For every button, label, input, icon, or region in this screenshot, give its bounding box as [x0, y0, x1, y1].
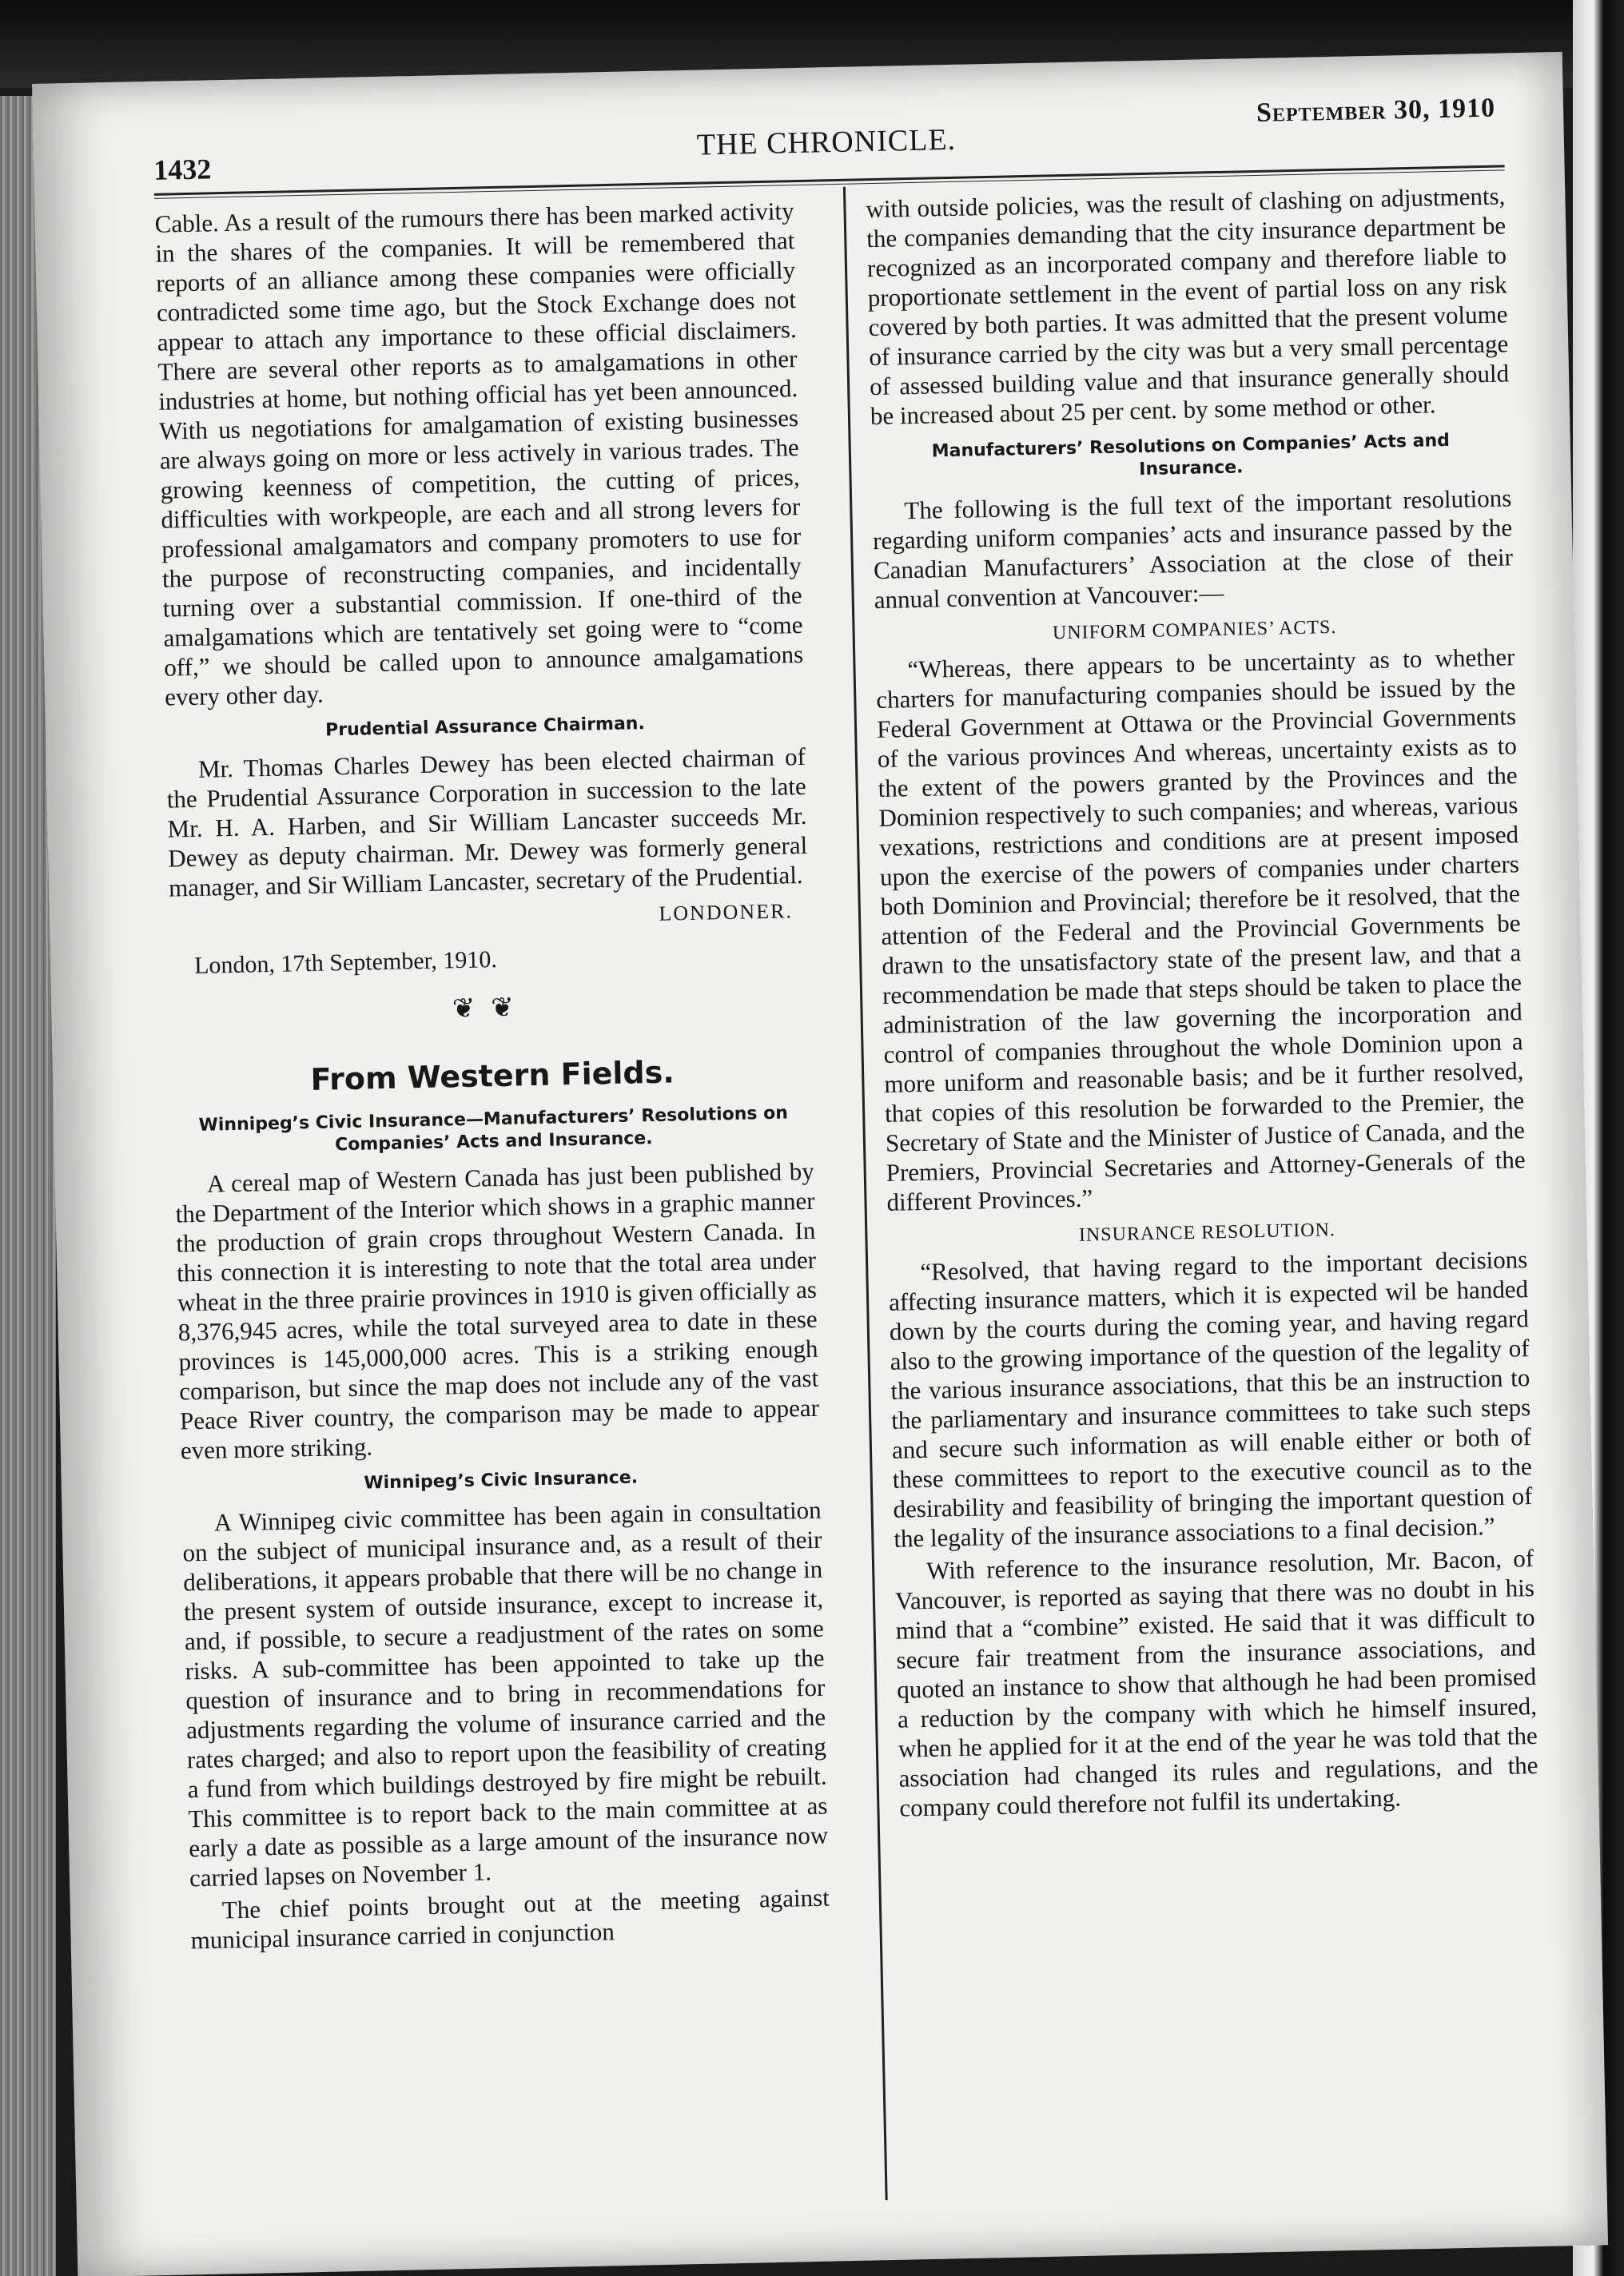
running-title: THE CHRONICLE.	[696, 122, 957, 162]
page-number: 1432	[153, 153, 212, 186]
signoff: LONDONER.	[659, 899, 794, 925]
paragraph: “Resolved, that having regard to the important decisions affecting insurance matters, which it is expected wil be handed down by the courts during the coming year, and having regard also to the growing importance of the question of the legality of the various insurance associations, that this be an instruction to the parliamentary and insurance committees to take such steps and secure such information as will enable either or both of these committees to report to the executive council as to the desirability and feasibility of bringing the important question of the legality of the insurance associations to a final decision.”	[888, 1245, 1533, 1553]
uniform-acts-heading: UNIFORM COMPANIES’ ACTS.	[1052, 616, 1337, 644]
paragraph: With reference to the insurance resolution, Mr. Bacon, of Vancouver, is reported as saying that there was no doubt in his mind that a “combine” existed. He said that it was difficult to secure fair treatment from the insurance associations, and quoted an instance to show that although he had been promised a reduction by the company with which he himself insured, when he applied for it at the end of the year he was told that the association had changed its rules and regulations, and the company could therefore not fulfil its undertaking.	[894, 1544, 1538, 1822]
paragraph: A cereal map of Western Canada has just been published by the Department of the Interior which shows in a graphic manner the production of grain crops throughout Western Canada. In this connection it is interesting to note that the total area under wheat in the three prairie provinces in 1910 is given officially as 8,376,945 acres, while the total surveyed area to date in these provinces is 145,000,000 acres. This is a striking enough comparison, but since the map does not include any of the vast Peace River country, the comparison may be made to appear even more striking.	[175, 1156, 820, 1465]
paragraph: Mr. Thomas Charles Dewey has been elected chairman of the Prudential Assurance Corporation in succession to the late Mr. H. A. Harben, and Sir William Lancaster succeeds Mr. Dewey as deputy chairman. Mr. Dewey was formerly general manager, and Sir William Lancaster, secretary of the Prudential.	[166, 742, 808, 902]
dateline: London, 17th September, 1910.	[193, 946, 498, 979]
western-subheading: Winnipeg’s Civic Insurance—Manufacturers’ Resolutions on Companies’ Acts and Insurance.	[198, 1103, 789, 1156]
paragraph: Cable. As a result of the rumours there has been marked activity in the shares of the companies. It will be remembered that reports of an alliance among these companies were officially contradicted some time ago, but the Stock Exchange does not appear to attach any importance to these official disclaimers. There are several other reports as to amalgamations in other industries at home, but nothing official has yet been announced. With us negotiations for amalgamation of existing businesses are always going on more or less actively in various trades. The growing keenness of competition, the cutting of prices, difficulties with workpeople, are each and all strong levers for professional amalgamators and company promoters to use for the purpose of reconstructing companies, and incidentally turning over a substantial commission. If one-third of the amalgamations which are tentatively set going were to “come off,” we should be called upon to announce amalgamations every other day.	[154, 197, 804, 711]
issue-date: September 30, 1910	[1256, 93, 1496, 128]
paragraph: The chief points brought out at the meeting against municipal insurance carried in conjunction	[190, 1883, 830, 1955]
civic-heading: Winnipeg’s Civic Insurance.	[364, 1467, 639, 1494]
prudential-heading: Prudential Assurance Chairman.	[324, 714, 646, 741]
section-heading: From Western Fields.	[310, 1054, 675, 1097]
left-column	[154, 196, 830, 1958]
paragraph: The following is the full text of the important resolutions regarding uniform companies’ acts and insurance passed by the Canadian Manufacturers’ Association at the close of their annual convention at Vancouver:—	[872, 483, 1514, 615]
paragraph: A Winnipeg civic committee has been again in consultation on the subject of municipal insurance and, as a result of their deliberations, it appears probable that there will be no change in the present system of outside insurance, except to increase it, and, if possible, to secure a readjustment of the rates on some risks. A sub-committee has been appointed to take up the question of insurance and to bring in recommendations for adjustments regarding the volume of insurance carried and the rates charged; and also to report upon the feasibility of creating a fund from which buildings destroyed by fire might be rebuilt. This committee is to report back to the main committee at as early a date as possible as a large amount of the insurance now carried lapses on November 1.	[182, 1495, 829, 1892]
right-column	[866, 181, 1539, 1825]
newspaper-page	[32, 52, 1608, 2276]
paragraph: with outside policies, was the result of clashing on adjustments, the companies demanding that the city insurance department be recognized as an incorporated company and therefore liable to proportionate settlement in the event of partial loss on any risk covered by both parties. It was admitted that the present volume of insurance carried by the city was but a very small percentage of assessed building value and that insurance generally should be increased about 25 per cent. by some method or other.	[866, 181, 1510, 431]
paragraph: “Whereas, there appears to be uncertainty as to whether charters for manufacturing companies should be issued by the Federal Government at Ottawa or the Provincial Governments of the various provinces And whereas, uncertainty exists as to the extent of the powers granted by the Provinces and the Dominion respectively to such companies; and whereas, various vexations, restrictions and conditions are at present imposed upon the exercise of the powers of companies under charters both Dominion and Provincial; therefore be it resolved, that the attention of the Federal and the Provincial Governments be drawn to the unsatisfactory state of the present law, and that a recommendation be made that steps should be taken to place the administration of the law governing the incorporation and control of companies throughout the whole Dominion upon a more uniform and reasonable basis; and be it further resolved, that copies of this resolution be forwarded to the Premier, the Secretary of State and the Minister of Justice of Canada, and the Premiers, Provincial Secretaries and Attorney-Generals of the different Provinces.”	[876, 643, 1526, 1216]
insurance-resolution-heading: INSURANCE RESOLUTION.	[1078, 1220, 1336, 1246]
ornament-divider: ❦❦	[452, 993, 531, 1025]
manufacturers-heading: Manufacturers’ Resolutions on Companies’ Acts and Insurance.	[931, 430, 1451, 480]
